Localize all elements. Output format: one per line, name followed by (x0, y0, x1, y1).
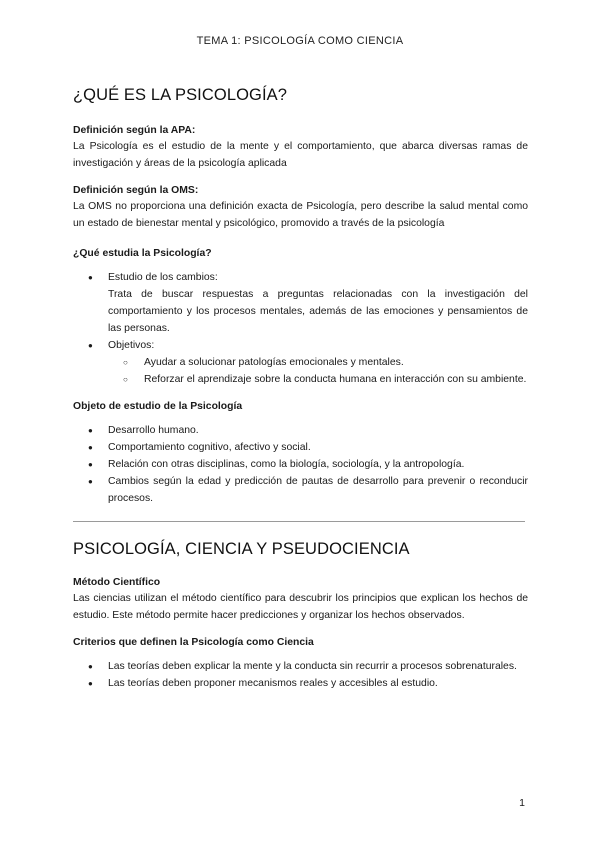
list-item: ● Relación con otras disciplinas, como la biología, sociología, y la antropología. (73, 456, 528, 473)
list-item-body: Trata de buscar respuestas a preguntas relacionadas con la investigación del comportamiento y los procesos mentales, además de las emociones y pensamientos de las personas. (108, 289, 528, 334)
metodo-text: Las ciencias utilizan el método científico para descubrir los principios que explican los hechos de estudio. Este método permite hacer predicciones y organizar los hechos observados. (73, 593, 528, 621)
definition-oms-text: La OMS no proporciona una definición exacta de Psicología, pero describe la salud mental como un estado de bienestar mental y psicológico, promovido a través de la psicología (73, 201, 528, 229)
sublist-item: ○ Ayudar a solucionar patologías emocionales y mentales. (108, 354, 528, 371)
list-item: ● Las teorías deben explicar la mente y la conducta sin recurrir a procesos sobrenaturales. (73, 658, 528, 675)
objeto-heading: Objeto de estudio de la Psicología (73, 401, 243, 412)
criterios-heading: Criterios que definen la Psicología como Ciencia (73, 637, 314, 648)
list-item: ● Cambios según la edad y predicción de pautas de desarrollo para prevenir o reconducir procesos. (73, 473, 528, 507)
definition-apa-heading: Definición según la APA: (73, 125, 196, 136)
list-item-label: ● Objetivos: (108, 340, 155, 351)
definition-oms-heading: Definición según la OMS: (73, 185, 199, 196)
objeto-list (73, 422, 528, 507)
sublist-item: ○ Reforzar el aprendizaje sobre la conducta humana en interacción con su ambiente. (108, 371, 528, 388)
list-item: ● Comportamiento cognitivo, afectivo y social. (73, 439, 528, 456)
page-number: 1 (519, 797, 525, 809)
section-divider (73, 521, 525, 522)
definition-oms (73, 183, 528, 232)
que-estudia-section (73, 246, 528, 388)
metodo-cientifico (73, 575, 528, 624)
objetivos-sublist (108, 354, 528, 388)
list-item: ● Las teorías deben proponer mecanismos reales y accesibles al estudio. (73, 675, 528, 692)
list-item: ● Desarrollo humano. (73, 422, 528, 439)
que-estudia-list (73, 269, 528, 388)
definition-apa-text: La Psicología es el estudio de la mente y el comportamiento, que abarca diversas ramas de investigación y áreas de la psicología aplicada (73, 141, 528, 169)
section-title-ciencia: PSICOLOGÍA, CIENCIA Y PSEUDOCIENCIA (73, 540, 410, 558)
list-item-label: ● Estudio de los cambios: (108, 272, 218, 283)
section-title-que-es: ¿QUÉ ES LA PSICOLOGÍA? (73, 86, 288, 104)
list-item (73, 269, 528, 337)
criterios-section (73, 635, 528, 692)
definition-apa (73, 123, 528, 172)
criterios-list (73, 658, 528, 692)
page-content (73, 86, 528, 703)
metodo-heading: Método Científico (73, 577, 161, 588)
list-item (73, 337, 528, 388)
que-estudia-heading: ¿Qué estudia la Psicología? (73, 248, 212, 259)
objeto-section (73, 399, 528, 507)
page-header: TEMA 1: PSICOLOGÍA COMO CIENCIA (196, 35, 404, 47)
